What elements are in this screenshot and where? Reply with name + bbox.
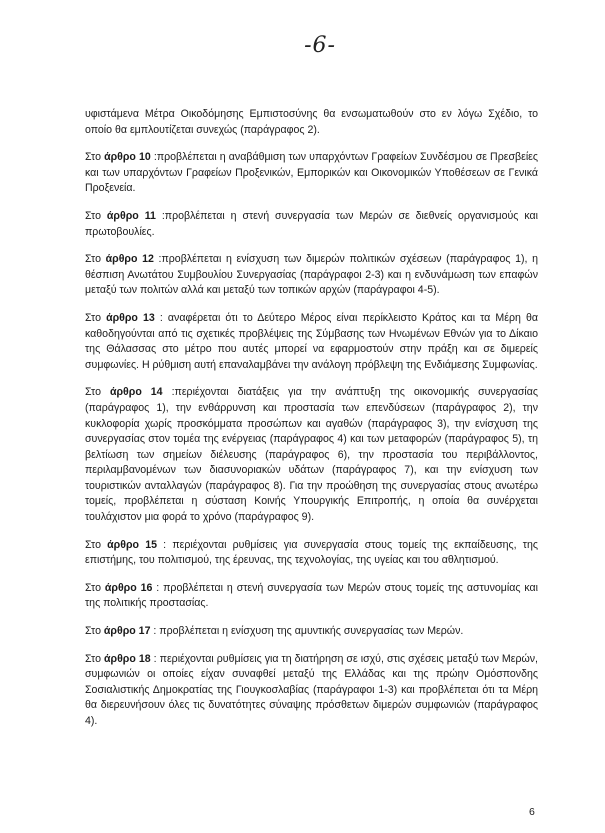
- paragraph: [85, 252, 538, 299]
- paragraph: [85, 311, 538, 373]
- paragraph-text: :περιέχονται διατάξεις για την ανάπτυξη της οικονομικής συνεργασίας (παράγραφος 1), την ενθάρρυνση και προστασία των επενδύσεων (παράγραφος 2), την κυκλοφορία χωρίς προσκόμματα προσώπων και αγαθών (παράγραφος 3), την ενίσχυση της συνεργασίας στον τομέα της ενέργειας (παράγραφος 4) και των μεταφορών (παράγραφος 5), τη βελτίωση των σημείων διέλευσης (παράγραφος 6), την προστασία του περιβάλλοντος, περιλαμβανομένων των διασυνοριακών υδάτων (παράγραφος 7), και την ενίσχυση των τουριστικών ανταλλαγών (παράγραφος 8). Για την προώθηση της συνεργασίας στους ανωτέρω τομείς, προβλέπεται η σύσταση Κοινής Υπουργικής Επιτροπής, η οποία θα συνέρχεται τουλάχιστον μια φορά το χρόνο (παράγραφος 9).: [85, 386, 539, 524]
- article-ref: άρθρο 16: [104, 581, 153, 594]
- paragraph-text: :προβλέπεται η ενίσχυση των διμερών πολιτικών σχέσεων (παράγραφος 1), η θέσπιση Ανωτάτου Συμβουλίου Συνεργασίας (παράγραφοι 2-3) και η ενδυνάμωση των επαφών μεταξύ των πολιτών αλλά και μεταξύ των τοπικών αρχών (παράγραφοι 4-5).: [85, 253, 538, 297]
- paragraph-text: : αναφέρεται ότι το Δεύτερο Μέρος είναι περίκλειστο Κράτος και τα Μέρη θα καθοδηγούνται από τις σχετικές προβλέψεις της Σύμβασης των Ηνωμένων Εθνών για το Δίκαιο της Θάλασσας στο μέτρο που αυτές μπορεί να εφαρμοστούν στην πράξη και σε διμερείς συμφωνίες. Η ρύθμιση αυτή επαναλαμβάνει την ανάλογη πρόβλεψη της Ενδιάμεσης Συμφωνίας.: [85, 311, 538, 371]
- paragraph: [85, 150, 538, 197]
- paragraph-prefix: Στο: [85, 386, 110, 399]
- paragraph: [85, 538, 538, 569]
- paragraph-text: : προβλέπεται η ενίσχυση της αμυντικής συνεργασίας των Μερών.: [150, 625, 464, 638]
- paragraph: [85, 581, 538, 612]
- article-ref: άρθρο 18: [104, 652, 151, 665]
- paragraph: [85, 652, 538, 730]
- page-number: 6: [529, 806, 535, 818]
- paragraph: [85, 209, 538, 240]
- paragraph-prefix: Στο: [85, 209, 107, 222]
- paragraph-prefix: Στο: [85, 151, 105, 164]
- paragraph-prefix: Στο: [85, 311, 107, 324]
- paragraph-prefix: Στο: [85, 538, 108, 551]
- paragraph-prefix: Στο: [85, 652, 104, 665]
- article-ref: άρθρο 13: [106, 311, 155, 324]
- handwritten-page-mark: -6-: [304, 33, 336, 58]
- paragraph-prefix: Στο: [85, 581, 105, 594]
- article-ref: άρθρο 17: [103, 625, 151, 638]
- paragraph-text: : προβλέπεται η στενή συνεργασία των Μερών στους τομείς της αστυνομίας και της πολιτικής προστασίας.: [85, 581, 538, 610]
- article-ref: άρθρο 14: [109, 386, 163, 399]
- article-ref: άρθρο 12: [105, 253, 154, 266]
- paragraph-text: : περιέχονται ρυθμίσεις για συνεργασία στους τομείς της εκπαίδευσης, της επιστήμης, του πολιτισμού, της έρευνας, της τεχνολογίας, της υγείας και του αθλητισμού.: [85, 538, 538, 567]
- paragraph-text: : περιέχονται ρυθμίσεις για τη διατήρηση σε ισχύ, στις σχέσεις μεταξύ των Μερών, συμφωνιών οι οποίες είχαν συναφθεί μεταξύ της Ελλάδας και της πρώην Ομόσπονδης Σοσιαλιστικής Δημοκρατίας της Γιουγκοσλαβίας (παράγραφοι 1-3) και προβλέπεται ότι τα Μέρη θα διερευνήσουν όλες τις δυνατότητες σύναψης πρόσθετων διμερών συμφωνιών (παράγραφος 4).: [85, 652, 538, 727]
- paragraph: [85, 385, 538, 525]
- paragraph-prefix: Στο: [85, 625, 104, 638]
- body-text: [85, 107, 538, 742]
- paragraph-text: :προβλέπεται η στενή συνεργασία των Μερών σε διεθνείς οργανισμούς και πρωτοβουλίες.: [85, 209, 538, 238]
- paragraph: [85, 624, 538, 640]
- paragraph-text: υφιστάμενα Μέτρα Οικοδόμησης Εμπιστοσύνης θα ενσωματωθούν στο εν λόγω Σχέδιο, το οποίο θα εμπλουτίζεται συνεχώς (παράγραφος 2).: [85, 108, 538, 136]
- article-ref: άρθρο 15: [107, 538, 157, 551]
- article-ref: άρθρο 11: [106, 209, 156, 222]
- paragraph-prefix: Στο: [85, 253, 106, 266]
- paragraph-text: :προβλέπεται η αναβάθμιση των υπαρχόντων Γραφείων Συνδέσμου σε Πρεσβείες και των υπαρχόντων Γραφείων Προξενικών, Εμπορικών και Οικονομικών Υποθέσεων σε Γενικά Προξενεία.: [85, 151, 538, 195]
- article-ref: άρθρο 10: [104, 151, 151, 164]
- paragraph: [85, 107, 538, 138]
